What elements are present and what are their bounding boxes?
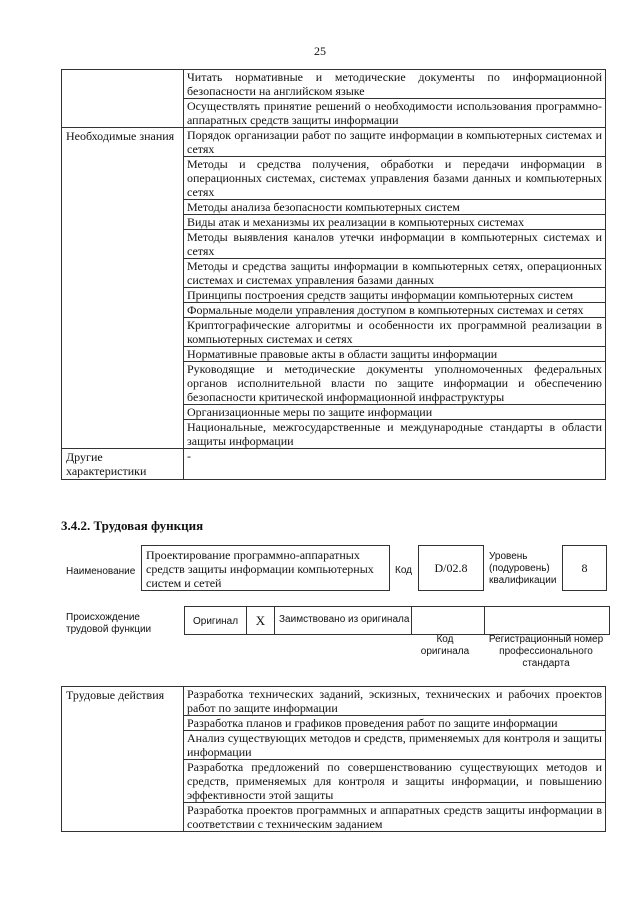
knowledge-item: Порядок организации работ по защите информации в компьютерных системах и сетях	[184, 128, 606, 157]
action-item: Разработка предложений по совершенствованию существующих методов и средств, применяемых для контроля и защиты информации, и повышению эффективности этой защиты	[184, 760, 606, 803]
origin-label: Происхождение трудовой функции	[66, 612, 152, 635]
table-row	[62, 449, 606, 480]
divider	[484, 607, 485, 634]
code-original-label: Код оригинала	[420, 634, 470, 657]
code-box	[418, 545, 484, 591]
level-box	[562, 545, 607, 591]
action-item: Анализ существующих методов и средств, применяемых для контроля и защиты информации	[184, 731, 606, 760]
empty-label-cell	[62, 70, 184, 128]
table-row	[62, 687, 606, 716]
knowledge-item: Криптографические алгоритмы и особенности их программной реализации в компьютерных системах и сетях	[184, 318, 606, 347]
knowledge-item: Методы анализа безопасности компьютерных систем	[184, 200, 606, 215]
knowledge-item: Организационные меры по защите информации	[184, 405, 606, 420]
knowledge-item: Нормативные правовые акты в области защиты информации	[184, 347, 606, 362]
code-value: D/02.8	[434, 560, 468, 575]
section-heading: 3.4.2. Трудовая функция	[61, 518, 204, 533]
code-label: Код	[395, 565, 413, 576]
action-item: Разработка планов и графиков проведения работ по защите информации	[184, 716, 606, 731]
knowledge-item: Виды атак и механизмы их реализации в компьютерных системах	[184, 215, 606, 230]
knowledge-item: Методы выявления каналов утечки информации в компьютерных системах и сетях	[184, 230, 606, 259]
divider	[411, 607, 412, 634]
reg-number-label: Регистрационный номер профессионального стандарта	[488, 634, 604, 669]
actions-table	[61, 686, 606, 832]
level-label: Уровень (подуровень) квалификации	[489, 551, 557, 586]
action-item: Разработка технических заданий, эскизных, технических и рабочих проектов работ по защите информации	[184, 687, 606, 716]
table-row	[62, 70, 606, 99]
knowledge-item: Принципы построения средств защиты информации компьютерных систем	[184, 288, 606, 303]
page-number: 25	[314, 44, 326, 58]
knowledge-table	[61, 69, 606, 480]
skill-item: Осуществлять принятие решений о необходимости использования программно-аппаратных средств защиты информации	[184, 99, 606, 128]
original-mark: X	[246, 607, 275, 634]
knowledge-item: Методы и средства защиты информации в компьютерных сетях, операционных системах и системах управления базами данных	[184, 259, 606, 288]
knowledge-label: Необходимые знания	[62, 128, 184, 449]
borrowed-label: Заимствовано из оригинала	[279, 614, 410, 625]
knowledge-item: Руководящие и методические документы уполномоченных федеральных органов исполнительной власти по защите информации и обеспечению безопасности критической информационной инфраструктуры	[184, 362, 606, 405]
origin-box	[184, 606, 610, 635]
knowledge-item: Методы и средства получения, обработки и передачи информации в операционных системах, системах управления базами данных и компьютерных сетях	[184, 157, 606, 200]
action-item: Разработка проектов программных и аппаратных средств защиты информации в соответствии с техническим заданием	[184, 803, 606, 832]
other-value: -	[184, 449, 606, 480]
actions-label: Трудовые действия	[62, 687, 184, 832]
name-box	[141, 545, 390, 591]
skill-item: Читать нормативные и методические документы по информационной безопасности на английском языке	[184, 70, 606, 99]
original-label: Оригинал	[193, 616, 239, 627]
other-label: Другие характеристики	[62, 449, 184, 480]
knowledge-item: Национальные, межгосударственные и международные стандарты в области защиты информации	[184, 420, 606, 449]
name-label: Наименование	[66, 566, 136, 577]
knowledge-item: Формальные модели управления доступом в компьютерных системах и сетях	[184, 303, 606, 318]
table-row	[62, 128, 606, 157]
level-value: 8	[581, 560, 588, 575]
function-name: Проектирование программно-аппаратных средств защиты информации компьютерных систем и сетей	[146, 548, 374, 590]
